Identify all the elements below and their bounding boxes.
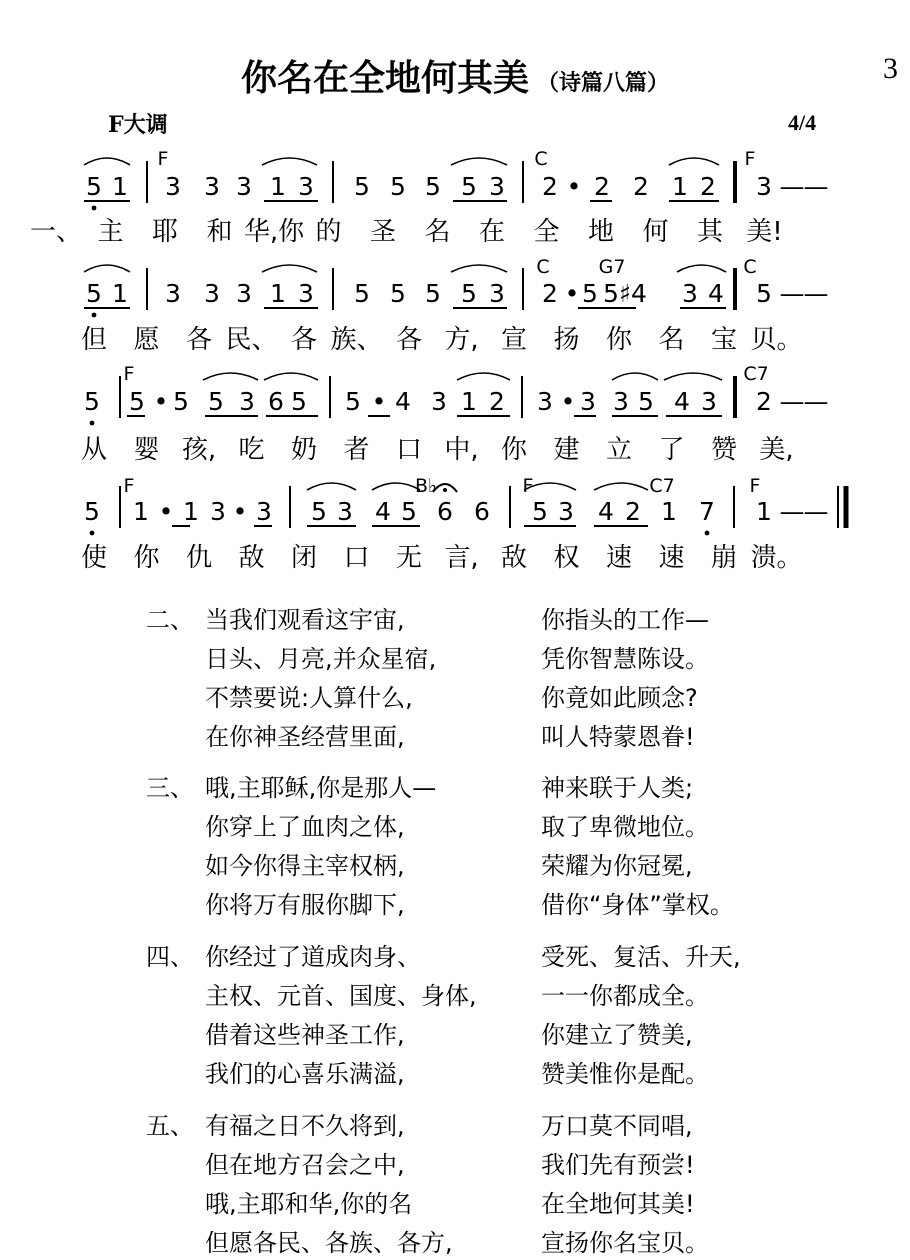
verse-line-right: 我们先有预尝! <box>541 1151 695 1179</box>
note: 3 <box>236 279 252 308</box>
sustain-dash: — <box>779 497 805 526</box>
lyric-syllable: 和 <box>206 217 233 247</box>
verse-line-left: 但在地方召会之中, <box>205 1151 405 1179</box>
slur <box>84 158 130 165</box>
sustain-dash: — <box>779 172 805 201</box>
note: 1 <box>183 497 199 526</box>
note: 3 <box>431 387 447 416</box>
chord-symbol: F <box>123 475 135 497</box>
lyric-syllable: 了 <box>658 435 685 465</box>
key-signature: F大调 <box>108 112 168 138</box>
note: 4 <box>674 387 690 416</box>
note: 2 <box>625 497 641 526</box>
note: 5 <box>208 387 224 416</box>
note: 5 <box>311 497 327 526</box>
slur <box>264 373 318 380</box>
note: 4 <box>375 497 391 526</box>
lyric-syllable: 孩, <box>181 435 217 465</box>
note: 6 <box>437 497 453 526</box>
note: 5 <box>86 172 102 201</box>
lyric-syllable: 华,你 <box>243 217 305 247</box>
note: 5 <box>582 279 598 308</box>
note: 3 <box>537 387 553 416</box>
note: 2 <box>700 172 716 201</box>
dot-mark: • <box>153 387 169 416</box>
lyric-syllable: 敌 <box>500 543 528 573</box>
verse-number: 二、 <box>146 606 194 634</box>
verse-line-left: 你经过了道成肉身、 <box>205 943 421 971</box>
chord-symbol: G7 <box>598 256 626 278</box>
note: 5 <box>425 279 441 308</box>
sustain-dash: — <box>803 279 829 308</box>
note: 5 <box>84 387 100 416</box>
note: 1 <box>756 497 772 526</box>
note: 3 <box>298 279 314 308</box>
slur <box>677 265 726 272</box>
note: 1 <box>112 279 128 308</box>
dot-mark: • <box>158 497 174 526</box>
lyric-syllable: 主 <box>97 217 124 247</box>
lyric-syllable: 立 <box>605 435 633 465</box>
chord-symbol: C7 <box>649 475 675 497</box>
note: 1 <box>112 172 128 201</box>
lyric-syllable: 权 <box>553 543 580 573</box>
lyric-syllable: 的 <box>315 217 342 247</box>
note: 5 <box>86 279 102 308</box>
lyric-syllable: 族、 <box>330 325 383 355</box>
verse-line-left: 当我们观看这宇宙, <box>205 606 405 634</box>
note: 4 <box>598 497 614 526</box>
lyric-syllable: 宣 <box>500 325 528 355</box>
lyric-syllable: 言, <box>444 543 479 573</box>
note: 2 <box>542 279 558 308</box>
note: 3 <box>337 497 353 526</box>
verse-line-right: 荣耀为你冠冕, <box>541 852 693 880</box>
verse-line-left: 在你神圣经营里面, <box>205 723 405 751</box>
verse-number: 四、 <box>146 943 194 971</box>
verse-line-right: 万口莫不同唱, <box>541 1112 693 1140</box>
lyric-syllable: 你 <box>500 435 528 465</box>
verse-line-left: 如今你得主宰权柄, <box>205 852 405 880</box>
slur <box>203 373 258 380</box>
verse-line-right: 在全地何其美! <box>541 1190 695 1218</box>
lyric-syllable: 使 <box>80 543 108 573</box>
verse-line-right: 叫人特蒙恩眷! <box>541 723 695 751</box>
sustain-dash: — <box>779 387 805 416</box>
verse-line-left: 日头、月亮,并众星宿, <box>205 645 437 673</box>
lyric-syllable: 何 <box>642 217 669 247</box>
verse-line-right: 借你“身体”掌权。 <box>541 891 734 919</box>
music-score <box>0 0 910 600</box>
sustain-dash: — <box>803 497 829 526</box>
lyric-syllable: 赞 <box>710 435 738 465</box>
octave-dot <box>705 531 710 536</box>
slur <box>262 158 317 165</box>
note: 5 <box>354 172 370 201</box>
lyric-syllable: 者 <box>343 435 370 465</box>
lyric-syllable: 全 <box>533 217 560 247</box>
octave-dot <box>90 421 95 426</box>
dot-mark: • <box>560 387 576 416</box>
lyric-syllable: 速 <box>605 543 633 573</box>
lyric-syllable: 贝。 <box>750 325 803 355</box>
verse-line-left: 你穿上了血肉之体, <box>205 813 405 841</box>
verse-line-right: 赞美惟你是配。 <box>541 1060 709 1088</box>
lyric-syllable: 方, <box>444 325 479 355</box>
note: 3 <box>682 279 698 308</box>
chord-symbol: C <box>536 256 550 278</box>
lyric-syllable: 仇 <box>185 543 213 573</box>
lyric-syllable: 你 <box>605 325 633 355</box>
note: 2 <box>489 387 505 416</box>
note: 3 <box>165 172 181 201</box>
note: 2 <box>542 172 558 201</box>
verse-line-right: 宣扬你名宝贝。 <box>541 1229 709 1257</box>
dot-mark: • <box>564 279 580 308</box>
note: 5 <box>756 279 772 308</box>
note: 5 <box>532 497 548 526</box>
slur <box>84 265 130 272</box>
note: 3 <box>489 279 505 308</box>
slur <box>664 373 722 380</box>
note: 5 <box>461 279 477 308</box>
song-subtitle: （诗篇八篇） <box>537 71 670 96</box>
chord-symbol: F <box>123 363 135 385</box>
chord-symbol: F <box>744 148 756 170</box>
note: 5 <box>638 387 654 416</box>
note: 3 <box>204 172 220 201</box>
note: 1 <box>672 172 688 201</box>
note: 5 <box>84 497 100 526</box>
note: 1 <box>270 172 286 201</box>
chord-symbol: F <box>749 475 761 497</box>
note: 5 <box>291 387 307 416</box>
lyric-syllable: 民、 <box>225 325 278 355</box>
verse-line-left: 我们的心喜乐满溢, <box>205 1060 405 1088</box>
note: 3 <box>204 279 220 308</box>
note: 3 <box>558 497 574 526</box>
lyric-syllable: 你 <box>133 543 160 573</box>
lyric-syllable: 扬 <box>553 325 580 355</box>
verse-line-right: 凭你智慧陈设。 <box>541 645 709 673</box>
note: 5 <box>390 279 406 308</box>
note: 3 <box>165 279 181 308</box>
lyric-syllable: 各 <box>290 325 318 355</box>
verse-line-left: 哦,主耶稣,你是那人— <box>205 774 437 802</box>
lyric-syllable: 无 <box>395 543 423 573</box>
octave-dot <box>90 531 95 536</box>
lyric-syllable: 美, <box>759 435 794 465</box>
verse-line-left: 借着这些神圣工作, <box>205 1021 405 1049</box>
time-signature: 4/4 <box>788 110 817 135</box>
lyric-syllable: 地 <box>587 217 615 247</box>
lyric-syllable: 速 <box>658 543 685 573</box>
sustain-dash: — <box>803 387 829 416</box>
verse-line-left: 不禁要说:人算什么, <box>205 684 413 712</box>
note: 2 <box>594 172 610 201</box>
note: 3 <box>613 387 629 416</box>
verse-line-right: 你建立了赞美, <box>541 1021 693 1049</box>
lyric-syllable: 从 <box>80 435 108 465</box>
verse-line-left: 有福之日不久将到, <box>205 1112 405 1140</box>
lyric-syllable: 口 <box>343 543 370 573</box>
chord-symbol: C <box>743 256 757 278</box>
dot-mark: • <box>566 172 582 201</box>
slur <box>451 265 507 272</box>
note: 1 <box>661 497 677 526</box>
slur <box>307 483 356 490</box>
note: 1 <box>270 279 286 308</box>
note: 1 <box>133 497 149 526</box>
note: 3 <box>701 387 717 416</box>
note: 4 <box>395 387 411 416</box>
verse-line-left: 主权、元首、国度、身体, <box>205 982 477 1010</box>
chord-symbol: C <box>534 148 548 170</box>
lyric-syllable: 建 <box>553 435 580 465</box>
verse-line-right: 神来联于人类; <box>541 774 694 802</box>
lyric-syllable: 愿 <box>133 325 160 355</box>
verse-line-right: 一一你都成全。 <box>541 982 709 1010</box>
page-number: 3 <box>883 52 898 85</box>
note: 5 <box>345 387 361 416</box>
note: 3 <box>298 172 314 201</box>
note: 5 <box>129 387 145 416</box>
verse-line-right: 受死、复活、升天, <box>541 943 741 971</box>
note: 6 <box>474 497 490 526</box>
lyric-syllable: 溃。 <box>750 543 803 573</box>
lyric-syllable: 吃 <box>238 435 265 465</box>
note: 5 <box>354 279 370 308</box>
lyric-syllable: 其 <box>696 217 724 247</box>
verse-line-right: 你指头的工作— <box>541 606 709 634</box>
verse-number: 三、 <box>146 774 194 802</box>
slur <box>669 158 719 165</box>
slur <box>372 483 420 490</box>
note: 2 <box>756 387 772 416</box>
lyric-syllable: 名 <box>424 217 451 247</box>
note: 3 <box>210 497 226 526</box>
note: 3 <box>756 172 772 201</box>
chord-symbol: B♭ <box>415 475 437 497</box>
verse-line-right: 取了卑微地位。 <box>541 813 709 841</box>
lyric-syllable: 中, <box>444 435 479 465</box>
note: 4 <box>708 279 724 308</box>
note: 3 <box>489 172 505 201</box>
lyric-syllable: 圣 <box>369 217 397 247</box>
note: 2 <box>633 172 649 201</box>
song-title: 你名在全地何其美 <box>240 58 529 99</box>
slur <box>457 373 510 380</box>
note: 7 <box>699 497 715 526</box>
lyric-syllable: 美! <box>746 217 783 247</box>
lyric-syllable: 闭 <box>290 543 318 573</box>
lyric-syllable: 一、 <box>29 217 83 247</box>
note: 3 <box>239 387 255 416</box>
fermata-dot <box>443 488 447 492</box>
note: 5 <box>425 172 441 201</box>
verse-line-left: 但愿各民、各族、各方, <box>205 1229 453 1257</box>
lyric-syllable: 在 <box>478 217 506 247</box>
verse-line-left: 你将万有服你脚下, <box>205 891 405 919</box>
dot-mark: • <box>371 387 387 416</box>
note: 3 <box>256 497 272 526</box>
verse-line-right: 你竟如此顾念? <box>541 684 698 712</box>
lyric-syllable: 口 <box>395 435 423 465</box>
sustain-dash: — <box>779 279 805 308</box>
lyric-syllable: 敌 <box>238 543 265 573</box>
slur <box>451 158 507 165</box>
note: 3 <box>236 172 252 201</box>
sustain-dash: — <box>803 172 829 201</box>
chord-symbol: C7 <box>743 363 769 385</box>
lyric-syllable: 奶 <box>290 435 318 465</box>
lyric-syllable: 名 <box>658 325 685 355</box>
note: 3 <box>580 387 596 416</box>
lyric-syllable: 婴 <box>133 435 160 465</box>
slur <box>262 265 317 272</box>
lyric-syllable: 耶 <box>151 217 179 247</box>
chord-symbol: F <box>522 475 534 497</box>
chord-symbol: F <box>157 148 169 170</box>
lyric-syllable: 但 <box>80 325 108 355</box>
lyric-syllable: 各 <box>395 325 423 355</box>
lyric-syllable: 各 <box>185 325 213 355</box>
verse-line-left: 哦,主耶和华,你的名 <box>205 1190 413 1218</box>
note: 5♯4 <box>603 279 647 308</box>
slur <box>594 483 648 490</box>
dot-mark: • <box>232 497 248 526</box>
verse-number: 五、 <box>146 1112 194 1140</box>
note: 6 <box>268 387 284 416</box>
lyric-syllable: 崩 <box>710 543 738 573</box>
octave-dot <box>92 206 97 211</box>
note: 1 <box>461 387 477 416</box>
octave-dot <box>92 313 97 318</box>
note: 5 <box>173 387 189 416</box>
lyric-syllable: 宝 <box>710 325 738 355</box>
note: 5 <box>461 172 477 201</box>
slur <box>612 373 658 380</box>
note: 5 <box>390 172 406 201</box>
note: 5 <box>401 497 417 526</box>
